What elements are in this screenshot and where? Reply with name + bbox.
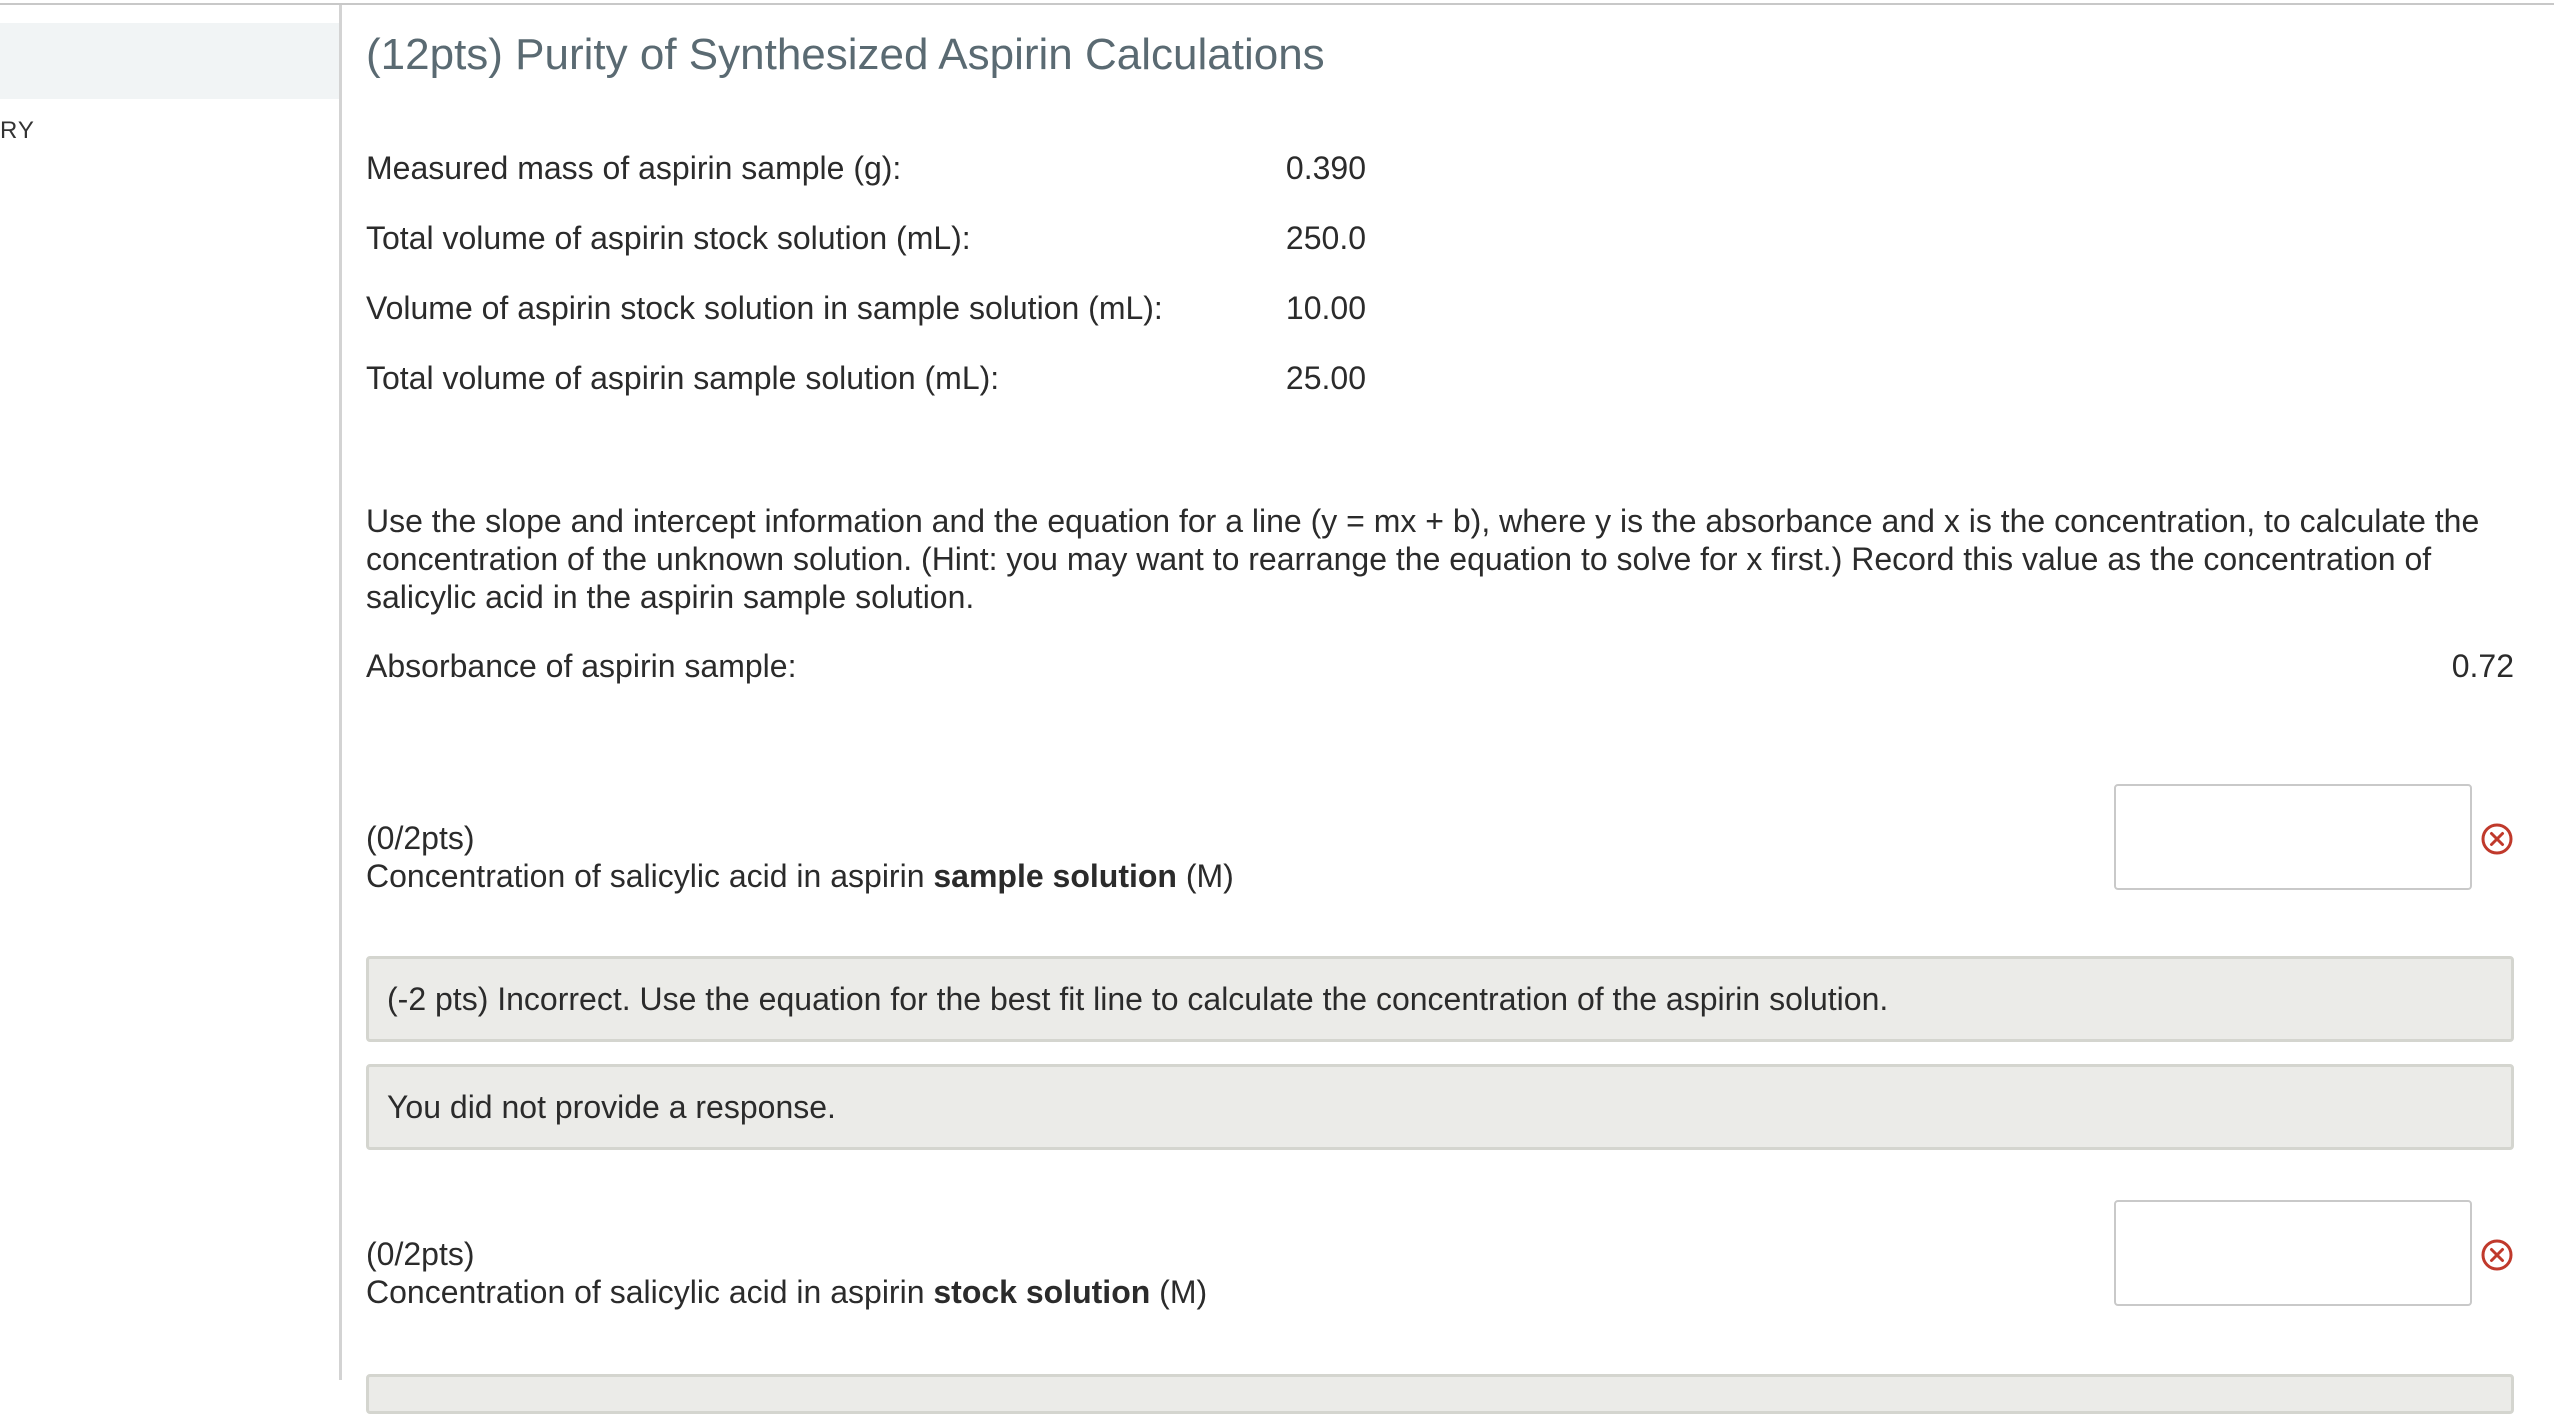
given-value: 250.0	[1285, 220, 1366, 256]
sidebar-active-item[interactable]	[0, 23, 339, 99]
given-value: 0.390	[1285, 150, 1366, 186]
given-row	[366, 220, 1366, 290]
feedback-box-cutoff	[366, 1374, 2514, 1414]
given-value: 10.00	[1285, 290, 1366, 326]
given-label: Volume of aspirin stock solution in sample solution (mL):	[366, 290, 1163, 326]
question-points: (0/2pts)	[366, 1236, 475, 1272]
question-text: Concentration of salicylic acid in aspirin stock solution (M)	[366, 1274, 1208, 1310]
given-label: Total volume of aspirin sample solution (mL):	[366, 360, 1000, 396]
given-label: Total volume of aspirin stock solution (mL):	[366, 220, 971, 256]
error-circle-x-icon	[2480, 1238, 2514, 1272]
sample-concentration-input[interactable]	[2114, 784, 2472, 890]
feedback-incorrect: (-2 pts) Incorrect. Use the equation for the best fit line to calculate the concentration of the aspirin solution.	[366, 956, 2514, 1042]
given-row	[366, 290, 1366, 360]
error-circle-x-icon	[2480, 822, 2514, 856]
given-row	[366, 150, 1366, 220]
given-label: Measured mass of aspirin sample (g):	[366, 150, 902, 186]
given-row	[366, 360, 1366, 430]
sidebar-label: RY	[0, 117, 35, 144]
given-value: 25.00	[1285, 360, 1366, 396]
stock-concentration-input[interactable]	[2114, 1200, 2472, 1306]
feedback-no-response: You did not provide a response.	[366, 1064, 2514, 1150]
top-divider	[0, 0, 2554, 5]
given-data-table	[366, 150, 1366, 430]
absorbance-label: Absorbance of aspirin sample:	[366, 648, 797, 684]
question-points: (0/2pts)	[366, 820, 475, 856]
section-title: (12pts) Purity of Synthesized Aspirin Calculations	[366, 30, 1325, 79]
instructions-text: Use the slope and intercept information and the equation for a line (y = mx + b), where y is the absorbance and x is the concentration, to calculate the concentration of the unknown solution. (Hint: you may want to rearrange the equation to solve for x first.) Record this value as the concentration of salicylic acid in the aspirin sample solution.	[366, 503, 2480, 615]
absorbance-value: 0.72	[2451, 648, 2514, 684]
question-text: Concentration of salicylic acid in aspirin sample solution (M)	[366, 858, 1234, 894]
sidebar	[0, 5, 342, 1380]
